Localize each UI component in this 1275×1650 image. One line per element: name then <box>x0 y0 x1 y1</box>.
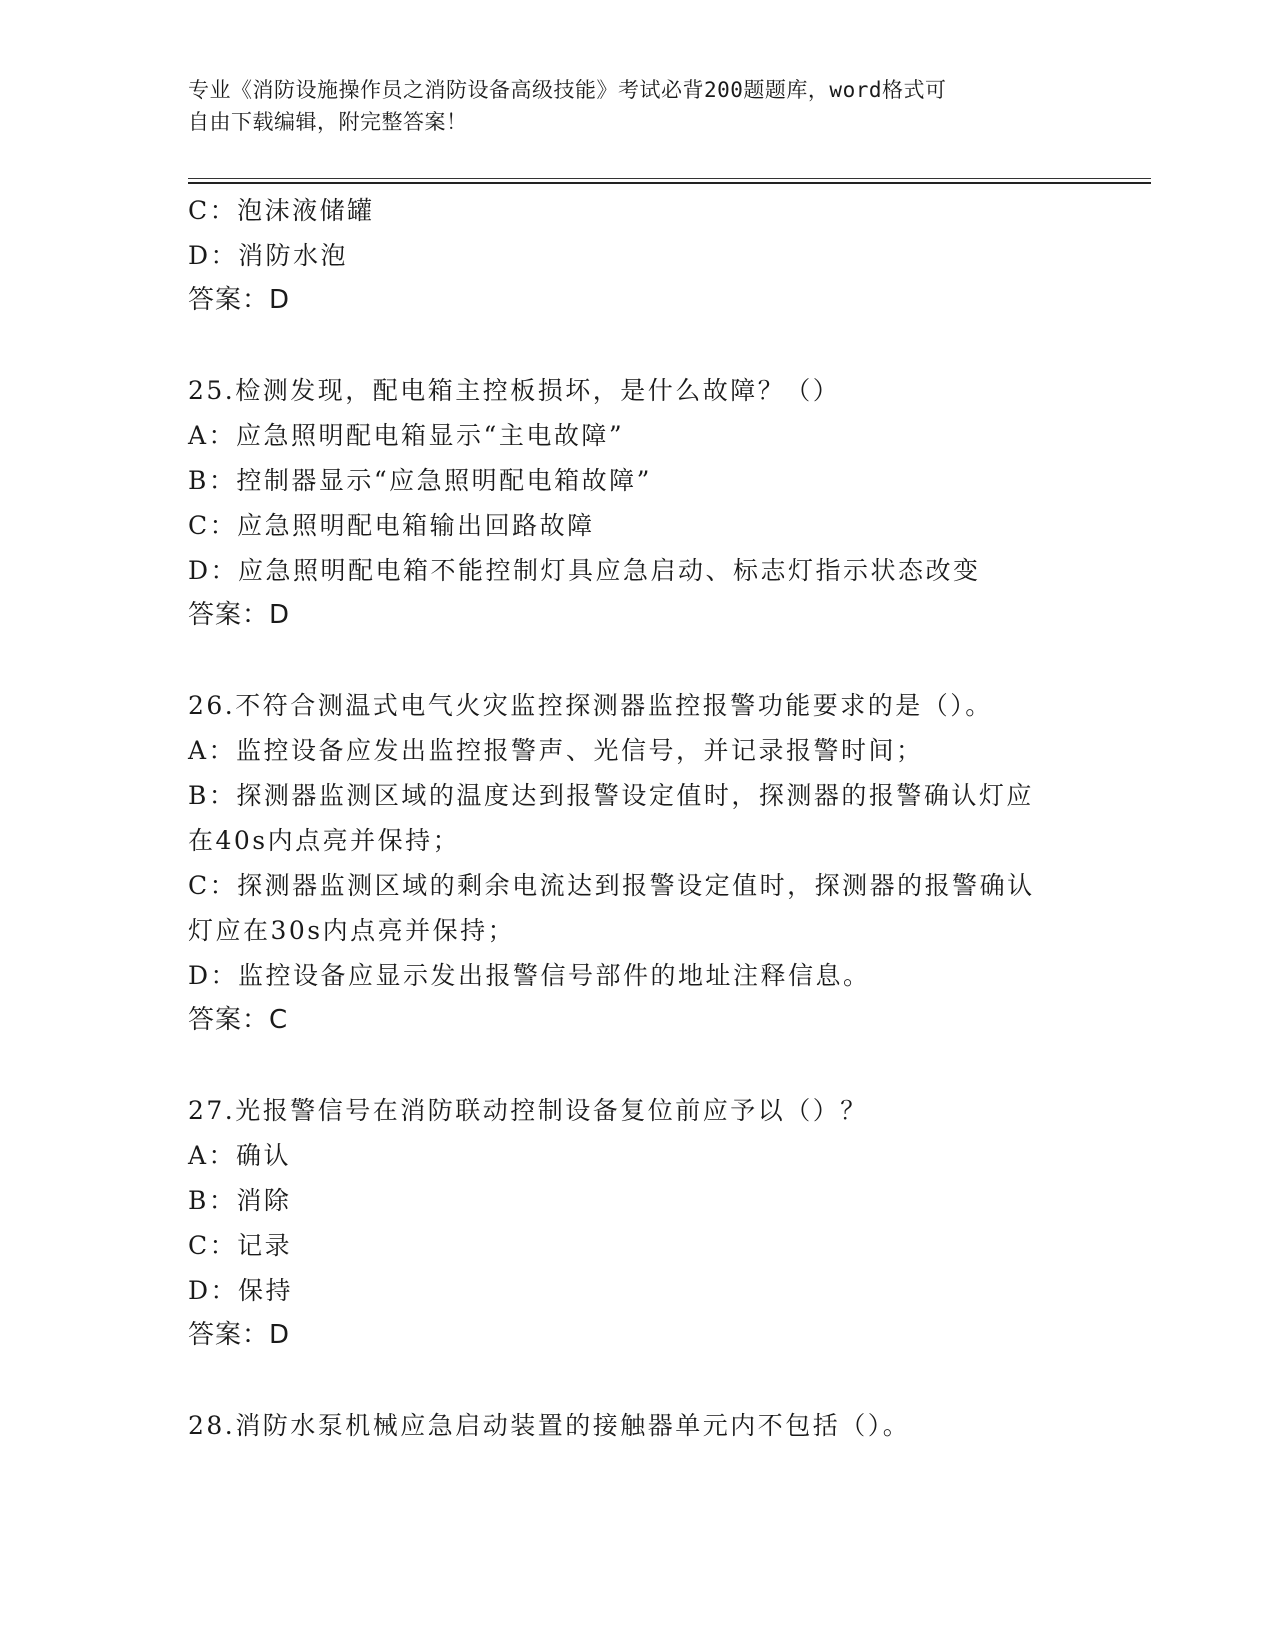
option-b: B：消除 <box>188 1186 292 1215</box>
question-25: 25.检测发现，配电箱主控板损坏，是什么故障？（） <box>188 376 841 405</box>
option-c-line-1: C：探测器监测区域的剩余电流达到报警设定值时，探测器的报警确认 <box>188 871 1035 900</box>
option-b-line-2: 在40s内点亮并保持； <box>188 826 461 855</box>
spacer <box>188 1358 1088 1403</box>
option-d: D：消防水泡 <box>188 241 349 270</box>
option-a: A：确认 <box>188 1141 292 1170</box>
header-line-1: 专业《消防设施操作员之消防设备高级技能》考试必背200题题库，word格式可 <box>188 78 947 102</box>
option-b-line-1: B：探测器监测区域的温度达到报警设定值时，探测器的报警确认灯应 <box>188 781 1034 810</box>
option-c-line-2: 灯应在30s内点亮并保持； <box>188 916 516 945</box>
question-26: 26.不符合测温式电气火灾监控探测器监控报警功能要求的是（）。 <box>188 691 993 720</box>
option-a: A：应急照明配电箱显示“主电故障” <box>188 421 625 450</box>
option-c: C：应急照明配电箱输出回路故障 <box>188 511 595 540</box>
option-d: D：保持 <box>188 1276 294 1305</box>
document-body <box>188 188 1088 1448</box>
spacer <box>188 323 1088 368</box>
option-a: A：监控设备应发出监控报警声、光信号，并记录报警时间； <box>188 736 924 765</box>
answer-line: 答案：D <box>188 1320 291 1350</box>
document-header <box>188 74 1068 138</box>
header-rule-thin <box>188 178 1151 179</box>
question-28: 28.消防水泵机械应急启动装置的接触器单元内不包括（）。 <box>188 1411 911 1440</box>
option-c: C：记录 <box>188 1231 293 1260</box>
header-rule-thick <box>188 182 1151 184</box>
option-d: D：应急照明配电箱不能控制灯具应急启动、标志灯指示状态改变 <box>188 556 981 585</box>
header-line-2: 自由下载编辑，附完整答案！ <box>188 110 468 134</box>
question-27: 27.光报警信号在消防联动控制设备复位前应予以（）？ <box>188 1096 868 1125</box>
spacer <box>188 1043 1088 1088</box>
spacer <box>188 638 1088 683</box>
answer-line: 答案：D <box>188 285 291 315</box>
option-d: D：监控设备应显示发出报警信号部件的地址注释信息。 <box>188 961 871 990</box>
answer-line: 答案：C <box>188 1005 289 1035</box>
option-c: C：泡沫液储罐 <box>188 196 375 225</box>
answer-line: 答案：D <box>188 600 291 630</box>
option-b: B：控制器显示“应急照明配电箱故障” <box>188 466 652 495</box>
